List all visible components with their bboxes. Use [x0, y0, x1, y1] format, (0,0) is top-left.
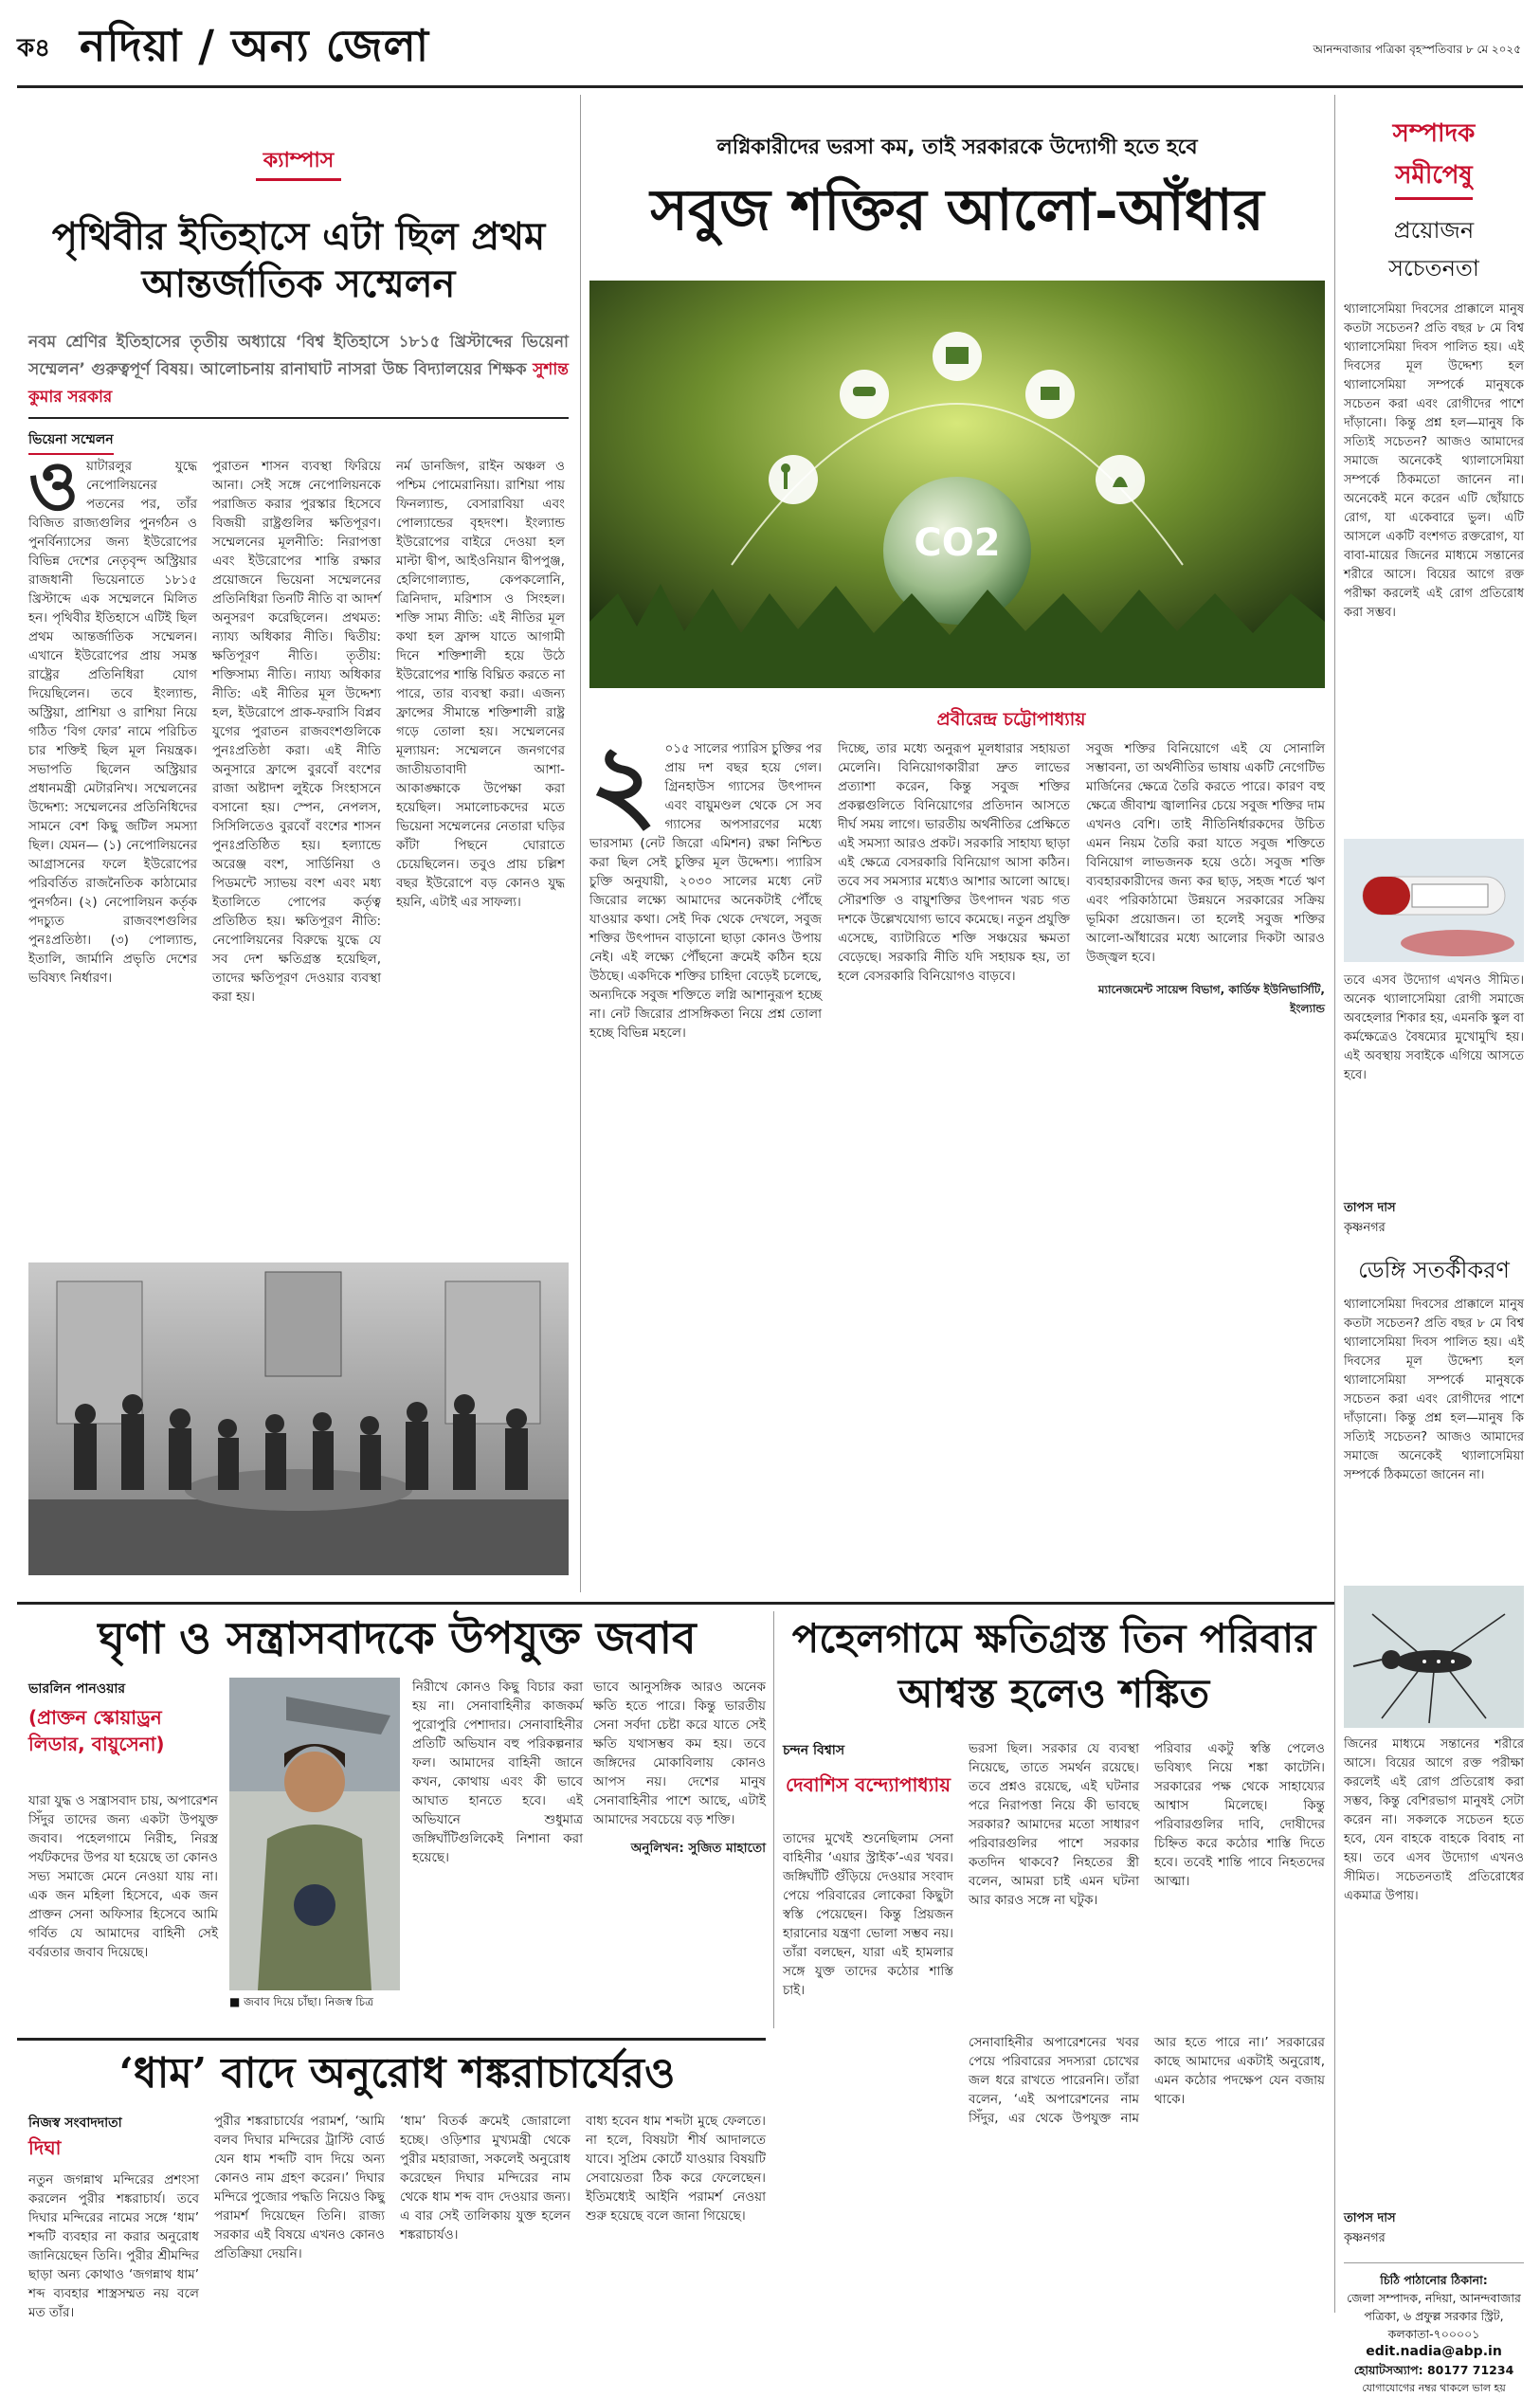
letters-column — [1344, 95, 1524, 2394]
divider-right — [1334, 95, 1335, 2313]
pahalgam-headline: পহেলগামে ক্ষতিগ্রস্ত তিন পরিবার আশ্বস্ত হলেও শঙ্কিত — [791, 1615, 1316, 1716]
campus-headline: পৃথিবীর ইতিহাসে এটা ছিল প্রথম আন্তর্জাতিক সম্মেলন — [51, 214, 546, 306]
dham-col-1: নতুন জগন্নাথ মন্দিরের প্রশংসা করলেন পুরীর শঙ্করাচার্য। তবে দিঘার মন্দিরের নামের সঙ্গে ‘ধাম’ শব্দটি ব্যবহার না করার অনুরোধ জানিয়েছেন তিনি। পুরীর শ্রীমন্দির ছাড়া অন্য কোথাও ‘জগন্নাথ ধাম’ শব্দ ব্যবহার শাস্ত্রসম্মত নয় বলে মত তাঁর। — [28, 2172, 199, 2320]
letters-title-2: সমীপেষু — [1395, 155, 1472, 200]
page-code: ক৪ — [17, 34, 51, 63]
letters-address-box — [1344, 2262, 1524, 2397]
co2-label: CO2 — [914, 521, 1001, 565]
campus-col-3: নর্ম ডানজিগ, রাইন অঞ্চল ও পশ্চিম পোমেরানিয়া। রাশিয়া পায় ফিনল্যান্ড, বেসারাবিয়া এবং পোল্যান্ডের বৃহদংশ। ইংল্যান্ড ইউরোপের বাইরে দেওয়া হল মাল্টা দ্বীপ, আইওনিয়ান দ্বীপপুঞ্জ, হেলিগোল্যান্ড, কেপকলোনি, ত্রিনিদাদ, মরিশাস ও সিংহল। শক্তি সাম্য নীতি: এই নীতির মূল কথা হল ফ্রান্স যাতে আগামী দিনে শক্তিশালী হয়ে উঠে ইউরোপের শান্তি বিঘ্নিত করতে না পারে, তার ব্যবস্থা করা। এজন্য ফ্রান্সের সীমান্তে শক্তিশালী রাষ্ট্র গড়ে তোলা হয়। সম্মেলনের মূল্যায়ন: সম্মেলনে জনগণের জাতীয়তাবাদী আশা-আকাঙ্ক্ষাকে উপেক্ষা করা হয়েছিল। সমালোচকদের মতে ভিয়েনা সম্মেলনের নেতারা ঘড়ির কাঁটা পিছনে ঘোরাতে চেয়েছিলেন। তবুও প্রায় চল্লিশ বছর ইউরোপে বড় কোনও যুদ্ধ হয়নি, এটাই এর সাফল্য। — [396, 459, 565, 910]
hate-headline: ঘৃণা ও সন্ত্রাসবাদকে উপযুক্ত জবাব — [98, 1612, 697, 1663]
dham-byline: নিজস্ব সংবাদদাতা — [28, 2116, 122, 2131]
section-masthead: নদিয়া / অন্য জেলা — [80, 20, 430, 71]
letter1-signature: তাপস দাস — [1344, 1201, 1396, 1215]
hate-byline — [28, 1678, 218, 1757]
hate-col-3 — [593, 1678, 766, 2019]
pahalgam-article — [783, 1611, 1325, 2351]
newspaper-dateline: আনন্দবাজার পত্রিকা বৃহস্পতিবার ৮ মে ২০২৫ — [1313, 43, 1521, 56]
vienna-congress-painting — [28, 1262, 569, 1575]
campus-standfirst — [28, 329, 569, 411]
letter1-title-b: সচেতনতা — [1388, 255, 1479, 281]
green-energy-photo — [589, 281, 1325, 688]
green-article — [589, 95, 1325, 1592]
campus-col-1-text: য়াটারলুর যুদ্ধে নেপোলিয়নের পতনের পর, তাঁর বিজিত রাজ্যগুলির পুনর্গঠন ও পুনর্বিন্যাসের জন্য ইউরোপের বিভিন্ন দেশের নেতৃবৃন্দ অস্ট্রিয়ার রাজধানী ভিয়েনাতে ১৮১৫ খ্রিস্টাব্দে এক সম্মেলনে মিলিত হন। পৃথিবীর ইতিহাসে এটিই ছিল প্রথম আন্তর্জাতিক সম্মেলন। এখানে ইউরোপের প্রায় সমস্ত রাষ্ট্রের প্রতিনিধিরা যোগ দিয়েছিলেন। তবে ইংল্যান্ড, অস্ট্রিয়া, প্রাশিয়া ও রাশিয়া নিয়ে গঠিত ‘বিগ ফোর’ নামে পরিচিত চার শক্তিই ছিল মূল নিয়ন্ত্রক। সভাপতি ছিলেন অস্ট্রিয়ার প্রধানমন্ত্রী মেটারনিখ। সম্মেলনের উদ্দেশ্য: সম্মেলনের প্রতিনিধিদের সামনে বেশ কিছু জটিল সমস্যা ছিল। যেমন— (১) নেপোলিয়নের আগ্রাসনের ফলে ইউরোপের পরিবর্তিত রাজনৈতিক কাঠামোর পুনর্গঠন। (২) নেপোলিয়ন কর্তৃক পদচ্যুত রাজবংশগুলির পুনঃপ্রতিষ্ঠা। (৩) পোল্যান্ড, ইতালি, জার্মানি প্রভৃতি দেশের ভবিষ্যৎ নির্ধারণ। — [28, 459, 197, 986]
campus-col-2: পুরাতন শাসন ব্যবস্থা ফিরিয়ে আনা। সেই সঙ্গে নেপোলিয়নকে পরাজিত করার পুরস্কার হিসেবে বিজয়ী রাষ্ট্রগুলির ক্ষতিপূরণ। সম্মেলনের মূলনীতি: নিরাপত্তা এবং ইউরোপের শান্তি রক্ষার প্রয়োজনে ভিয়েনা সম্মেলনের প্রতিনিধিরা তিনটি নীতি বা আদর্শ অনুসরণ করেছিলেন। প্রথমত: ন্যায্য অধিকার নীতি। দ্বিতীয়: ক্ষতিপূরণ নীতি। তৃতীয়: শক্তিসাম্য নীতি। ন্যায্য অধিকার নীতি: এই নীতির মূল উদ্দেশ্য হল, ইউরোপে প্রাক-ফরাসি বিপ্লব যুগের পুরাতন রাজবংশগুলিকে পুনঃপ্রতিষ্ঠা করা। এই নীতি অনুসারে ফ্রান্সে বুরবোঁ বংশের রাজা অষ্টাদশ লুইকে সিংহাসনে বসানো হয়। স্পেন, নেপলস, সিসিলিতেও বুরবোঁ বংশের শাসন পুনঃপ্রতিষ্ঠিত হয়। হল্যান্ডে অরেঞ্জ বংশ, সার্ডিনিয়া ও পিডমন্টে স্যাভয় বংশ এবং মধ্য ইতালিতে পোপের কর্তৃত্ব প্রতিষ্ঠিত হয়। ক্ষতিপূরণ নীতি: নেপোলিয়নের বিরুদ্ধে যুদ্ধে যে সব দেশ ক্ষতিগ্রস্ত হয়েছিল, তাদের ক্ষতিপূরণ দেওয়ার ব্যবস্থা করা হয়। — [212, 459, 381, 1005]
test-tube-graphic — [1344, 839, 1524, 962]
dham-article — [28, 2047, 766, 2360]
green-headline: সবুজ শক্তির আলো-আঁধার — [650, 177, 1264, 244]
painting-graphic — [28, 1262, 569, 1575]
green-col-2: দিচ্ছে, তার মধ্যে অনুরূপ মূলধারার সহায়তা মেলেনি। বিনিয়োগকারীরা দ্রুত লাভের প্রত্যাশা করেন, কিন্তু সবুজ শক্তির প্রকল্পগুলিতে বিনিয়োগের প্রতিদান আসতে দীর্ঘ সময় লাগে। ভারতীয় অর্থনীতির প্রেক্ষিতে এই সমস্যা আরও প্রকট। সরকারি সাহায্য ছাড়া এই ক্ষেত্রে বেসরকারি বিনিয়োগ আসা কঠিন। তবে সব সমস্যার মধ্যেও আশার আলো আছে। সৌরশক্তি ও বায়ুশক্তির উৎপাদন খরচ গত দশকে উল্লেখযোগ্য ভাবে কমেছে। নতুন প্রযুক্তি এসেছে, ব্যাটারিতে শক্তি সঞ্চয়ের ক্ষমতা বেড়েছে। সরকারি নীতি যদি সহায়ক হয়, তা হলে বেসরকারি বিনিয়োগও বাড়বে। — [838, 741, 1070, 984]
hate-byline-title: (প্রাক্তন স্কোয়াড্রন লিডার, বায়ুসেনা) — [28, 1706, 165, 1755]
pahalgam-col-2: ভরসা ছিল। সরকার যে ব্যবস্থা নিয়েছে, তাতে সমর্থন রয়েছে। তবে প্রশ্নও রয়েছে, এই ঘটনার পরে নিরাপত্তা নিয়ে কী ভাবছে সরকার? আমাদের মতো সাধারণ পরিবারগুলির পাশে সরকার কতদিন থাকবে? নিহতের স্ত্রী বলেন, আমরা চাই এমন ঘটনা আর কারও সঙ্গে না ঘটুক। — [969, 1741, 1139, 1908]
header-rule — [17, 85, 1523, 88]
campus-col-1 — [28, 445, 197, 1253]
dham-col-3: ‘ধাম’ বিতর্ক ক্রমেই জোরালো হচ্ছে। ওড়িশার মুখ্যমন্ত্রী থেকে পুরীর মহারাজা, সকলেই অনুরোধ করেছেন দিঘার মন্দিরের নাম থেকে ধাম শব্দ বাদ দেওয়ার জন্য। এ বার সেই তালিকায় যুক্ত হলেন শঙ্করাচার্যও। — [400, 2114, 571, 2243]
address-email[interactable]: edit.nadia@abp.in — [1366, 2344, 1502, 2359]
hate-col-1: যারা যুদ্ধ ও সন্ত্রাসবাদ চায়, অপারেশন সিঁদুর তাদের জন্য একটা উপযুক্ত জবাব। পহেলগামে নিরীহ, নিরস্ত্র পর্যটকদের উপর যা হয়েছে তা কোনও সভ্য সমাজে মেনে নেওয়া যায় না। এক জন মহিলা হিসেবে, এক জন প্রাক্তন সেনা অফিসার হিসেবে আমি গর্বিত যে আমাদের বাহিনী সেই বর্বরতার জবাব দিয়েছে। — [28, 1793, 218, 1960]
green-col-1 — [589, 721, 822, 1573]
hate-col-2: নিরীখে কোনও কিছু বিচার করা হয় না। সেনাবাহিনীর কাজকর্ম পুরোপুরি পেশাদার। সেনাবাহিনীর প্রতিটি অভিযান বহু পরিকল্পনার ফল। আমাদের বাহিনী জানে কখন, কোথায় এবং কী ভাবে আঘাত হানতে হবে। এই অভিযানে শুধুমাত্র জঙ্গিঘাঁটিগুলিকেই নিশানা করা হয়েছে। — [412, 1680, 583, 1865]
dham-place: দিঘা — [28, 2136, 62, 2159]
pahalgam-col-3: পরিবার একটু স্বস্তি পেলেও ভবিষ্যৎ নিয়ে শঙ্কা কাটেনি। সরকারের পক্ষ থেকে সাহায্যের আশ্বাস মিলেছে। কিন্তু পরিবারগুলির দাবি, দোষীদের চিহ্নিত করে কঠোর শাস্তি দিতে হবে। তবেই শান্তি পাবে নিহতদের আত্মা। — [1154, 1741, 1325, 1889]
green-photo-graphic — [589, 281, 1325, 688]
hate-byline-label: ভারলিন পানওয়ার — [28, 1681, 126, 1697]
green-byline — [860, 706, 1163, 736]
letter2-sign — [1344, 2209, 1524, 2249]
letter2-title: ডেঙ্গি সতর্কীকরণ — [1358, 1257, 1510, 1283]
letter1-body: থ্যালাসেমিয়া দিবসের প্রাক্কালে মানুষ কতটা সচেতন? প্রতি বছর ৮ মে বিশ্ব থ্যালাসেমিয়া দিবস পালিত হয়। এই দিবসের মূল উদ্দেশ্য হল থ্যালাসেমিয়া সম্পর্কে মানুষকে সচেতন করা এবং রোগীদের পাশে দাঁড়ানো। কিন্তু প্রশ্ন হল—মানুষ কি সত্যিই সচেতন? আজও আমাদের সমাজে অনেকেই থ্যালাসেমিয়া সম্পর্কে ঠিকমতো জানেন না। অনেকেই মনে করেন এটি ছোঁয়াচে রোগ, যা একেবারে ভুল। এটি আসলে একটি বংশগত রক্তরোগ, যা বাবা-মায়ের জিনের মাধ্যমে সন্তানের শরীরে আসে। বিয়ের আগে রক্ত পরীক্ষা করলেই এই রোগ প্রতিরোধ করা সম্ভব। — [1344, 302, 1524, 620]
green-kicker: লগ্নিকারীদের ভরসা কম, তাই সরকারকে উদ্যোগী হতে হবে — [716, 136, 1198, 159]
letter2-body-2: জিনের মাধ্যমে সন্তানের শরীরে আসে। বিয়ের আগে রক্ত পরীক্ষা করলেই এই রোগ প্রতিরোধ করা সম্ভব, কিন্তু বেশিরভাগ মানুষই সেটা করেন না। সকলকে সচেতন হতে হবে, যেন বাহকে বাহকে বিবাহ না হয়। তবে এসব উদ্যোগ এখনও সীমিত। সচেতনতাই প্রতিরোধের একমাত্র উপায়। — [1344, 1737, 1524, 1903]
campus-rule — [28, 417, 569, 419]
pahalgam-col-1: তাদের মুখেই শুনেছিলাম সেনা বাহিনীর ‘এয়ার স্ট্রাইক’-এর খবর। জঙ্গিঘাঁটি গুঁড়িয়ে দেওয়ার সংবাদ পেয়ে পরিবারের লোকেরা কিছুটা স্বস্তি পেয়েছেন। কিন্তু প্রিয়জন হারানোর যন্ত্রণা ভোলা সম্ভব নয়। তাঁরা বলছেন, যারা এই হামলার সঙ্গে যুক্ত তাদের কঠোর শাস্তি চাই। — [783, 1831, 953, 1998]
lower-rule — [17, 2038, 766, 2041]
pahalgam-col-4: সেনাবাহিনীর অপারেশনের খবর পেয়ে পরিবারের সদস্যরা চোখের জল ধরে রাখতে পারেননি। তাঁরা বলেন, ‘এই অপারেশনের নাম সিঁদুর, এর থেকে উপযুক্ত নাম আর হতে পারে না।’ সরকারের কাছে আমাদের একটাই অনুরোধ, এমন কঠোর পদক্ষেপ যেন বজায় থাকে। — [969, 2035, 1325, 2126]
green-dropcap: ২ — [589, 721, 658, 844]
campus-author: সুশান্ত কুমার সরকার — [28, 360, 569, 407]
hate-signoff: অনুলিখন: সুজিত মাহাতো — [630, 1841, 766, 1856]
green-col-3-text: সবুজ শক্তির বিনিয়োগে এই যে সোনালি সম্ভাবনা, তা অর্থনীতির ভাষায় একটি নেগেটিভ মার্জিনের ক্ষেত্রে তৈরি করতে পারে। কারণ বহু ক্ষেত্রে জীবাশ্ম জ্বালানির চেয়ে সবুজ শক্তির দাম এখনও বেশি। তাই নীতিনির্ধারকদের উচিত এমন নিয়ম তৈরি করা যাতে সবুজ শক্তিতে বিনিয়োগ লাভজনক হয়ে ওঠে। সবুজ শক্তি ব্যবহারকারীদের জন্য কর ছাড়, সহজ শর্তে ঋণ এবং পরিকাঠামো উন্নয়নে সরকারের সক্রিয় ভূমিকা প্রয়োজন। তা হলেই সবুজ শক্তির আলো-আঁধারের মধ্যে আলোর দিকটা আরও উজ্জ্বল হবে। — [1086, 741, 1325, 965]
hate-article — [28, 1611, 766, 2028]
campus-section-label: ভিয়েনা সম্মেলন — [28, 428, 114, 455]
dham-col-4: বাধ্য হবেন ধাম শব্দটা মুছে ফেলতে। না হলে, বিষয়টা শীর্ষ আদালতে যাবে। সুপ্রিম কোর্টে যাওয়ার বিষয়টি সেবায়েতরা ঠিক করে ফেলেছেন। ইতিমধ্যেই আইনি পরামর্শ নেওয়া শুরু হয়েছে বলে জানা গিয়েছে। — [586, 2114, 766, 2224]
mid-rule — [17, 1602, 1334, 1605]
pahalgam-byline-box — [783, 1739, 953, 1798]
pilot-graphic — [229, 1678, 400, 1990]
address-whatsapp: হোয়াটসঅ্যাপ: 80177 71234 — [1353, 2363, 1514, 2377]
letter1-sign — [1344, 1199, 1524, 1239]
letters-masthead — [1344, 114, 1524, 200]
mosquito-graphic — [1344, 1586, 1524, 1728]
green-col-1-text: ০১৫ সালের প্যারিস চুক্তির পর প্রায় দশ বছর হয়ে গেল। গ্রিনহাউস গ্যাসের উৎপাদন এবং বায়ুমণ্ডল থেকে সে সব গ্যাসের অপসারণের মধ্যে ভারসাম্য (নেট জিরো এমিশন) রক্ষা নিশ্চিত করা ছিল সেই চুক্তির মূল উদ্দেশ্য। প্যারিস চুক্তি অনুযায়ী, ২০৩০ সালের মধ্যে নেট জিরোর লক্ষ্যে আমাদের অনেকটাই পৌঁছে যাওয়ার কথা। সেই দিক থেকে দেখলে, সবুজ শক্তির উৎপাদন বাড়ানো ছাড়া কোনও উপায় নেই। এই লক্ষ্যে পৌঁছনো ক্রমেই কঠিন হয়ে উঠছে। একদিকে শক্তির চাহিদা বেড়েই চলেছে, অন্যদিকে সবুজ শক্তিতে লগ্নি আশানুরূপ হচ্ছে না। নেট জিরোর প্রাসঙ্গিকতা নিয়ে প্রশ্ন তোলা হচ্ছে বিভিন্ন মহলে। — [589, 741, 822, 1041]
campus-article — [28, 95, 569, 1592]
address-title: চিঠি পাঠানোর ঠিকানা: — [1380, 2273, 1488, 2287]
hate-col-3-text: ভাবে আনুসঙ্গিক আরও অনেক ক্ষতি হতে পারে। কিন্তু ভারতীয় সেনা সর্বদা চেষ্টা করে যাতে সেই ক্ষতি যথাসম্ভব কম হয়। তবে জঙ্গিদের মোকাবিলায় কোনও আপস নয়। দেশের মানুষ সেনাবাহিনীর পাশে আছে, এটাই আমাদের সবচেয়ে বড় শক্তি। — [593, 1680, 766, 1827]
campus-standfirst-text: নবম শ্রেণির ইতিহাসের তৃতীয় অধ্যায়ে ‘বিশ্ব ইতিহাসে ১৮১৫ খ্রিস্টাব্দের ভিয়েনা সম্মেলন’ গুরুত্বপূর্ণ বিষয়। আলোচনায় রানাঘাট নাসরা উচ্চ বিদ্যালয়ের শিক্ষক — [28, 333, 569, 379]
address-text: জেলা সম্পাদক, নদিয়া, আনন্দবাজার পত্রিকা, ৬ প্রফুল্ল সরকার স্ট্রিট, কলকাতা-৭০০০০১ — [1347, 2291, 1521, 2341]
address-note: যোগাযোগের নম্বর থাকলে ভাল হয় — [1362, 2382, 1506, 2394]
letter1-place: কৃষ্ণনগর — [1344, 1221, 1386, 1235]
green-col-3 — [1086, 739, 1325, 1573]
letter2-body: থ্যালাসেমিয়া দিবসের প্রাক্কালে মানুষ কতটা সচেতন? প্রতি বছর ৮ মে বিশ্ব থ্যালাসেমিয়া দিবস পালিত হয়। এই দিবসের মূল উদ্দেশ্য হল থ্যালাসেমিয়া সম্পর্কে মানুষকে সচেতন করা এবং রোগীদের পাশে দাঁড়ানো। কিন্তু প্রশ্ন হল—মানুষ কি সত্যিই সচেতন? আজও আমাদের সমাজে অনেকেই থ্যালাসেমিয়া সম্পর্কে ঠিকমতো জানেন না। — [1344, 1298, 1524, 1482]
letter1-title — [1344, 213, 1524, 289]
dham-byline-box — [28, 2112, 199, 2166]
letter1-title-a: প্রয়োজন — [1393, 217, 1475, 244]
campus-tag: ক্যাম্পাস — [256, 149, 342, 181]
thalassemia-photo — [1344, 839, 1524, 962]
dham-headline: ‘ধাম’ বাদে অনুরোধ শঙ্করাচার্যেরও — [118, 2049, 676, 2097]
pahalgam-highlight-name: দেবাশিস বন্দ্যোপাধ্যায় — [785, 1773, 951, 1796]
pilot-photo-caption: ■ জবাব দিয়ে চাঁছা। নিজস্ব চিত্র — [229, 1995, 373, 2008]
letter1-body-2: তবে এসব উদ্যোগ এখনও সীমিত। অনেক থ্যালাসেমিয়া রোগী সমাজে অবহেলার শিকার হয়, এমনকি স্কুল বা কর্মক্ষেত্রেও বৈষম্যের মুখোমুখি হয়। এই অবস্থায় সবাইকে এগিয়ে আসতে হবে। — [1344, 973, 1524, 1082]
letter2-signature: তাপস দাস — [1344, 2211, 1396, 2225]
green-author-affiliation: ম্যানেজমেন্ট সায়েন্স বিভাগ, কার্ডিফ ইউনিভার্সিটি, ইংল্যান্ড — [1097, 983, 1325, 1015]
pahalgam-byline: চন্দন বিশ্বাস — [783, 1743, 845, 1758]
dham-col-2: পুরীর শঙ্করাচার্যের পরামর্শ, ‘আমি বলব দিঘার মন্দিরের ট্রাস্টি বোর্ড যেন ধাম শব্দটি বাদ দিয়ে অন্য কোনও নাম গ্রহণ করেন।’ দিঘার মন্দিরে পুজোর পদ্ধতি নিয়েও কিছু পরামর্শ দিয়েছেন তিনি। রাজ্য সরকার এই বিষয়ে এখনও কোনও প্রতিক্রিয়া দেয়নি। — [214, 2114, 385, 2261]
divider-lower — [773, 1611, 774, 2028]
pilot-photo — [229, 1678, 400, 1990]
divider-left — [580, 95, 581, 1592]
campus-dropcap: ও — [28, 445, 79, 525]
letter2-place: কৃষ্ণনগর — [1344, 2231, 1386, 2245]
green-author: প্রবীরেন্দ্র চট্টোপাধ্যায় — [936, 709, 1086, 730]
letters-title-1: সম্পাদক — [1392, 119, 1476, 148]
mosquito-photo — [1344, 1586, 1524, 1728]
